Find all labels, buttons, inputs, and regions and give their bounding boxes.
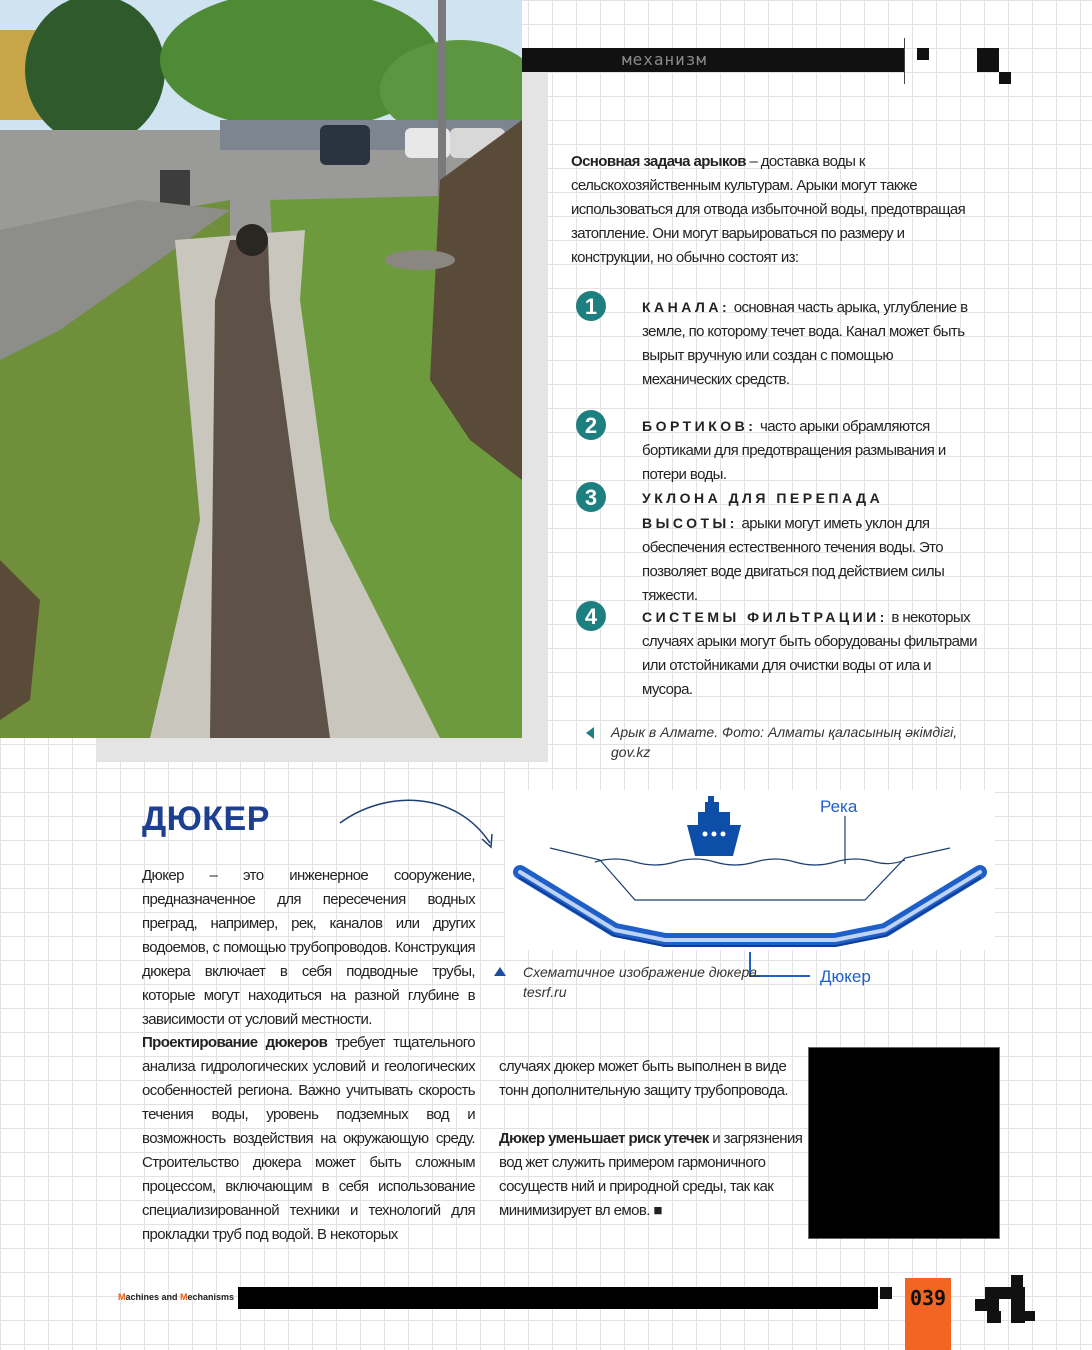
para4-text: и загрязнения вод жет служить примером гармоничного сосуществ ний и природной среды, так как минимизирует вл емов. ■ xyxy=(499,1130,803,1219)
para2-bold: Проектирование дюкеров xyxy=(142,1034,328,1051)
item-number: 1 xyxy=(576,291,606,321)
caption-arrow-icon xyxy=(494,967,506,976)
brand-letter: M xyxy=(118,1292,126,1302)
deco-square xyxy=(977,48,999,72)
intro-bold: Основная задача арыков xyxy=(571,153,746,170)
para4-bold: Дюкер уменьшает риск утечек xyxy=(499,1130,709,1147)
item-text xyxy=(642,605,984,702)
section-label: механизм xyxy=(622,50,708,69)
dyuker-paragraph-3: случаях дюкер может быть выполнен в виде тонн дополнительную защиту трубопровода. xyxy=(499,1058,788,1099)
intro-paragraph xyxy=(571,150,981,270)
item-text xyxy=(642,295,984,392)
brand-word: achines and xyxy=(125,1292,181,1302)
item-body: основная часть арыка, углубление в земле, по которому течет вода. Канал может быть вырыт вручную или создан с помощью механических средств. xyxy=(642,299,968,388)
item-text xyxy=(642,486,984,608)
footer-bar xyxy=(238,1287,878,1309)
page-number: 039 xyxy=(909,1286,947,1310)
section-title: ДЮКЕР xyxy=(142,800,270,838)
deco-line xyxy=(904,38,905,84)
item-number: 2 xyxy=(576,410,606,440)
item-body: часто арыки обрамляются бортиками для предотвращения размывания и потери воды. xyxy=(642,418,946,483)
deco-square xyxy=(975,1299,999,1311)
diagram-label-dyuker: Дюкер xyxy=(820,967,871,986)
redacted-box xyxy=(808,1047,1000,1239)
item-title: СИСТЕМЫ ФИЛЬТРАЦИИ: xyxy=(642,609,888,625)
item-title: УКЛОНА ДЛЯ ПЕРЕПАДА ВЫСОТЫ: xyxy=(642,490,884,531)
dyuker-diagram xyxy=(505,790,995,990)
deco-square xyxy=(1011,1275,1023,1287)
item-title: КАНАЛА: xyxy=(642,299,731,315)
deco-square xyxy=(999,72,1011,84)
item-body: арыки могут иметь уклон для обеспечения естественного течения воды. Это позволяет воде двигаться под действием силы тяжести. xyxy=(642,515,945,604)
diagram-caption: Схематичное изображение дюкера. tesrf.ru xyxy=(523,964,761,1000)
deco-square xyxy=(880,1287,892,1299)
aryk-photo xyxy=(0,0,522,738)
deco-square xyxy=(985,1287,1025,1299)
para2-text: требует тщательного анализа гидрологических условий и геологических особенностей региона. Важно учитывать скорость течения воды, уровень подземных вод и возможность воздействия на окружающую среду. Строительство дюкера может быть сложным процессом, включающим в себя использование специализированной техники и технологий для прокладки труб под водой. В некоторых xyxy=(142,1034,475,1243)
diagram-label-river: Река xyxy=(820,797,858,816)
intro-text: – доставка воды к сельскохозяйственным культурам. Арыки могут также использоваться для отвода избыточной воды, предотвращая затопление. Они могут варьироваться по размеру и конструкции, но обычно состоят из: xyxy=(571,153,966,266)
deco-square xyxy=(917,48,929,60)
deco-square xyxy=(1025,1311,1035,1321)
item-text xyxy=(642,414,984,487)
item-body: в некоторых случаях арыки могут быть оборудованы фильтрами или отстойниками для очистки воды от ила и мусора. xyxy=(642,609,977,698)
dyuker-paragraph-4 xyxy=(499,1127,804,1223)
footer-brand xyxy=(118,1292,234,1302)
dyuker-paragraph-1: Дюкер – это инженерное сооружение, предназначенное для пересечения водных преград, например, рек, каналов или других водоемов, с помощью трубопроводов. Конструкция дюкера включает в себя подводные трубы, которые могут находиться на разной глубине в зависимости от условий местности. xyxy=(142,867,475,1028)
photo-caption: Арык в Алмате. Фото: Алматы қаласының әкімдігі, gov.kz xyxy=(611,724,958,760)
brand-word: echanisms xyxy=(187,1292,235,1302)
header-bar xyxy=(522,48,904,72)
dyuker-paragraph-2 xyxy=(142,1031,475,1247)
item-number: 4 xyxy=(576,601,606,631)
item-number: 3 xyxy=(576,482,606,512)
brand-letter: M xyxy=(180,1292,188,1302)
item-title: БОРТИКОВ: xyxy=(642,418,757,434)
deco-square xyxy=(1011,1299,1025,1323)
curved-arrow-icon xyxy=(335,795,500,855)
deco-square xyxy=(987,1311,1001,1323)
